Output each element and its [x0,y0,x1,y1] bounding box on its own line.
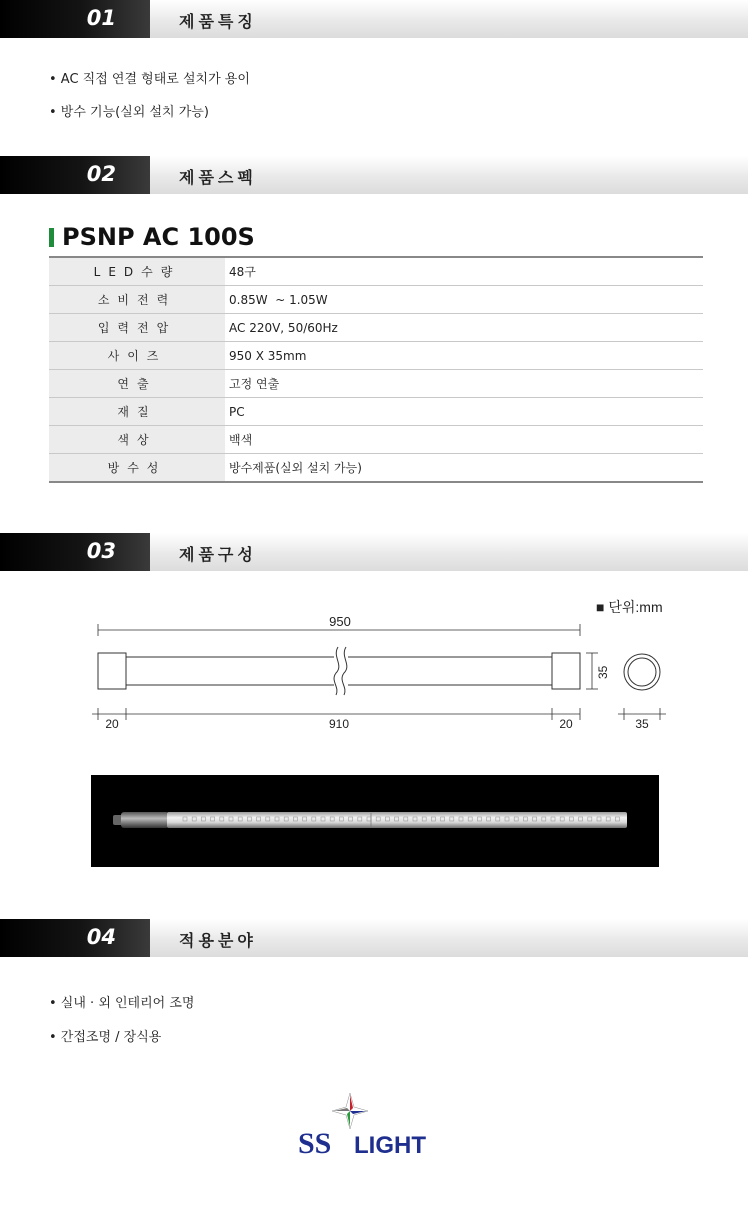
section-header-03 [0,533,748,571]
section-number-box [0,919,150,957]
spec-table [49,256,703,483]
spec-key: 연출 [49,370,225,398]
right-cap-label: 20 [559,717,573,731]
logo-name: LIGHT [354,1132,426,1159]
spec-value: 방수제품(실외 설치 가능) [225,454,703,483]
feature-item: • 방수 기능(실외 설치 가능) [49,105,209,120]
section-header-02 [0,156,748,194]
section-number-box [0,0,150,38]
table-row [49,454,703,483]
table-row [49,342,703,370]
application-item: • 간접조명 / 장식용 [49,1030,162,1045]
section-title: 제품구성 [179,545,257,564]
section-number-box [0,533,150,571]
section-header-01 [0,0,748,38]
section-number: 04 [86,925,116,949]
section-number: 01 [86,6,116,30]
left-cap-label: 20 [105,717,119,731]
dimension-drawing [0,595,748,745]
application-item: • 실내 · 외 인테리어 조명 [49,996,195,1011]
accent-bar [49,228,54,247]
unit-label: ■ 단위:mm [596,599,663,615]
middle-label: 910 [328,717,350,731]
section-number-box [0,156,150,194]
section-title: 적용분야 [179,931,257,950]
company-logo [296,1093,456,1167]
spec-value: 950 X 35mm [225,342,703,370]
table-row [49,257,703,286]
table-row [49,370,703,398]
section-header-04 [0,919,748,957]
spec-key: 색상 [49,426,225,454]
table-row [49,314,703,342]
section-title: 제품특징 [179,12,257,31]
end-view-inner [628,658,656,686]
star-icon [332,1093,368,1129]
logo-brand: SS [298,1127,332,1160]
model-name: PSNP AC 100S [62,223,255,251]
section-number: 03 [86,539,116,563]
total-length-label: 950 [329,614,351,629]
spec-key: 소비전력 [49,286,225,314]
spec-value: AC 220V, 50/60Hz [225,314,703,342]
spec-value: 0.85W ~ 1.05W [225,286,703,314]
diameter-label: 35 [635,717,649,731]
spec-value: 48구 [225,257,703,286]
spec-value: PC [225,398,703,426]
section-title: 제품스펙 [179,168,257,187]
table-row [49,426,703,454]
section-number: 02 [86,162,116,186]
spec-key: 재질 [49,398,225,426]
table-row [49,286,703,314]
spec-key: LED수량 [49,257,225,286]
spec-key: 입력전압 [49,314,225,342]
feature-item: • AC 직접 연결 형태로 설치가 용이 [49,72,250,87]
table-row [49,398,703,426]
spec-key: 방수성 [49,454,225,483]
led-tube-image [91,775,659,867]
spec-value: 백색 [225,426,703,454]
spec-key: 사이즈 [49,342,225,370]
bottom-dimensions [92,708,666,720]
product-photo [91,775,659,867]
ss-light-logo [296,1093,456,1163]
spec-value: 고정 연출 [225,370,703,398]
height-label: 35 [596,665,610,679]
